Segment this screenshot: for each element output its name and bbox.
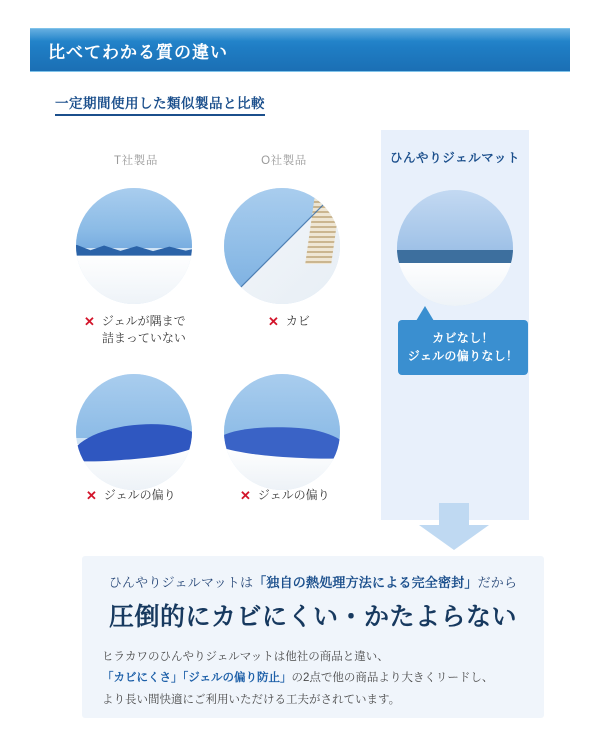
- caption-text: [102, 313, 186, 348]
- conclusion-body-line-3: より長い間快適にご利用いただける工夫がされています。: [102, 693, 401, 706]
- conclusion-body: [102, 647, 524, 711]
- conclusion-headline: 圧倒的にカビにくい・かたよらない: [108, 603, 517, 631]
- caption-t-company-top: [84, 313, 214, 348]
- photo-o-company-mold: [224, 188, 340, 304]
- callout-line-1: カビなし！: [432, 331, 494, 345]
- callout-own-product-benefit: [398, 320, 528, 375]
- callout-tail: [416, 306, 434, 321]
- conclusion-lead-before: ひんやりジェルマットは: [108, 575, 254, 590]
- photo-layer-gel-edge: [397, 250, 513, 263]
- conclusion-lead: [102, 572, 524, 591]
- caption-text: ジェルの偏り: [257, 488, 330, 502]
- caption-text: カビ: [285, 314, 310, 328]
- conclusion-box: [82, 556, 544, 718]
- conclusion-body-line-2-rest: の2点で他の商品より大きくリードし、: [291, 672, 494, 685]
- section-header-banner: [30, 28, 570, 72]
- caption-t-company-bottom: [86, 487, 216, 505]
- photo-layer-gel: [76, 188, 192, 248]
- conclusion-lead-strong: 「独自の熱処理方法による完全密封」: [253, 575, 478, 590]
- column-label-o-company: O社製品: [261, 155, 307, 167]
- callout-line-2: ジェルの偏りなし！: [407, 349, 519, 363]
- sub-heading: 一定期間使用した類似製品と比較: [55, 92, 265, 116]
- page-title: 比べてわかる質の違い: [48, 42, 228, 62]
- caption-text: ジェルの偏り: [103, 488, 176, 502]
- photo-o-company-gel-shift: [224, 374, 340, 490]
- photo-layer-seam: [224, 188, 340, 304]
- caption-o-company-top: [268, 313, 388, 331]
- photo-layer-gel: [397, 190, 513, 253]
- caption-o-company-bottom: [240, 487, 370, 505]
- conclusion-body-line-2: [102, 668, 524, 689]
- x-mark-icon: ✕: [84, 314, 95, 329]
- photo-layer-base: [397, 260, 513, 306]
- down-arrow-icon: [417, 503, 491, 551]
- x-mark-icon: ✕: [240, 488, 251, 503]
- conclusion-emphasis-1: 「カビにくさ」: [102, 672, 183, 685]
- caption-line-1: ジェルが隅まで: [101, 314, 186, 328]
- column-label-own-product: ひんやりジェルマット: [389, 151, 521, 165]
- photo-t-company-gel-shift: [76, 374, 192, 490]
- column-label-t-company: T社製品: [114, 155, 158, 167]
- conclusion-lead-after: だから: [477, 575, 518, 590]
- conclusion-body-line-1: ヒラカワのひんやりジェルマットは他社の商品と違い、: [102, 651, 389, 663]
- photo-own-product-clean: [397, 190, 513, 306]
- photo-layer-base: [76, 253, 192, 304]
- x-mark-icon: ✕: [268, 314, 279, 329]
- photo-t-company-gel-gap: [76, 188, 192, 304]
- caption-line-2: 詰まっていない: [101, 331, 186, 346]
- conclusion-emphasis-2: 「ジェルの偏り防止」: [182, 672, 292, 685]
- x-mark-icon: ✕: [86, 488, 97, 503]
